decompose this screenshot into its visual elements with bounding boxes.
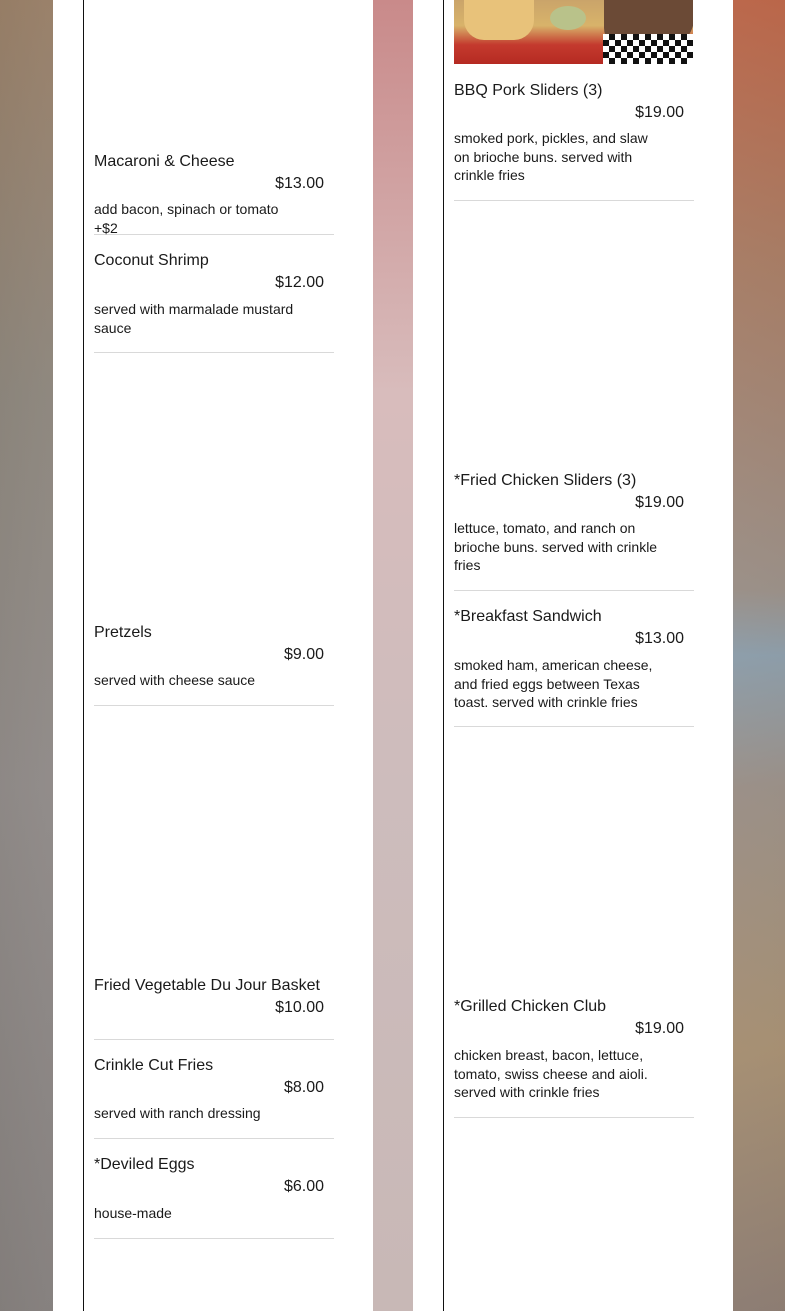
menu-item[interactable]	[94, 974, 334, 1040]
item-name: Macaroni & Cheese	[94, 153, 235, 170]
menu-column-left	[53, 0, 373, 1311]
item-name: BBQ Pork Sliders (3)	[454, 82, 603, 99]
item-price: $13.00	[635, 630, 684, 647]
menu-item[interactable]	[454, 469, 694, 591]
item-price: $19.00	[635, 1020, 684, 1037]
column-divider	[443, 0, 444, 1311]
item-description: smoked ham, american cheese, and fried eggs between Texas toast. served with crinkle fries	[454, 657, 653, 710]
item-description: lettuce, tomato, and ranch on brioche buns. served with crinkle fries	[454, 520, 658, 573]
menu-item[interactable]	[94, 249, 334, 353]
item-description: chicken breast, bacon, lettuce, tomato, swiss cheese and aioli. served with crinkle fries	[454, 1047, 648, 1100]
menu-item[interactable]	[454, 995, 694, 1118]
item-name: Pretzels	[94, 624, 152, 641]
bbq-sliders-photo[interactable]	[454, 0, 693, 64]
pickle-shape	[550, 6, 586, 30]
item-description: served with cheese sauce	[94, 672, 256, 688]
item-name: *Deviled Eggs	[94, 1156, 195, 1173]
item-description: add bacon, spinach or tomato +$2	[94, 201, 279, 236]
item-description: smoked pork, pickles, and slaw on brioche buns. served with crinkle fries	[454, 130, 648, 183]
background-blur-right	[733, 0, 785, 1311]
menu-item[interactable]	[454, 605, 694, 727]
item-price: $12.00	[275, 274, 324, 291]
item-name: *Breakfast Sandwich	[454, 608, 602, 625]
menu-column-right	[413, 0, 733, 1311]
background-blur-middle	[373, 0, 413, 1311]
menu-item[interactable]	[94, 621, 334, 706]
item-name: Coconut Shrimp	[94, 252, 209, 269]
item-price: $10.00	[275, 999, 324, 1016]
fries-shape	[464, 0, 534, 40]
item-description: served with marmalade mustard sauce	[94, 301, 294, 336]
menu-item[interactable]	[454, 79, 694, 201]
item-price: $19.00	[635, 104, 684, 121]
checkered-paper-shape	[603, 34, 693, 64]
item-price: $19.00	[635, 494, 684, 511]
item-name: *Grilled Chicken Club	[454, 998, 607, 1015]
column-divider	[83, 0, 84, 1311]
item-name: Crinkle Cut Fries	[94, 1057, 214, 1074]
menu-item[interactable]	[94, 1054, 334, 1139]
item-description: house-made	[94, 1205, 172, 1221]
item-price: $9.00	[283, 646, 324, 663]
item-price: $13.00	[275, 175, 324, 192]
menu-item[interactable]	[94, 150, 334, 235]
background-blur-left	[0, 0, 55, 1311]
menu-item[interactable]	[94, 1153, 334, 1239]
item-price: $8.00	[283, 1079, 324, 1096]
item-description: served with ranch dressing	[94, 1105, 261, 1121]
item-name: *Fried Chicken Sliders (3)	[454, 472, 637, 489]
item-price: $6.00	[283, 1178, 324, 1195]
item-name: Fried Vegetable Du Jour Basket	[94, 977, 320, 994]
